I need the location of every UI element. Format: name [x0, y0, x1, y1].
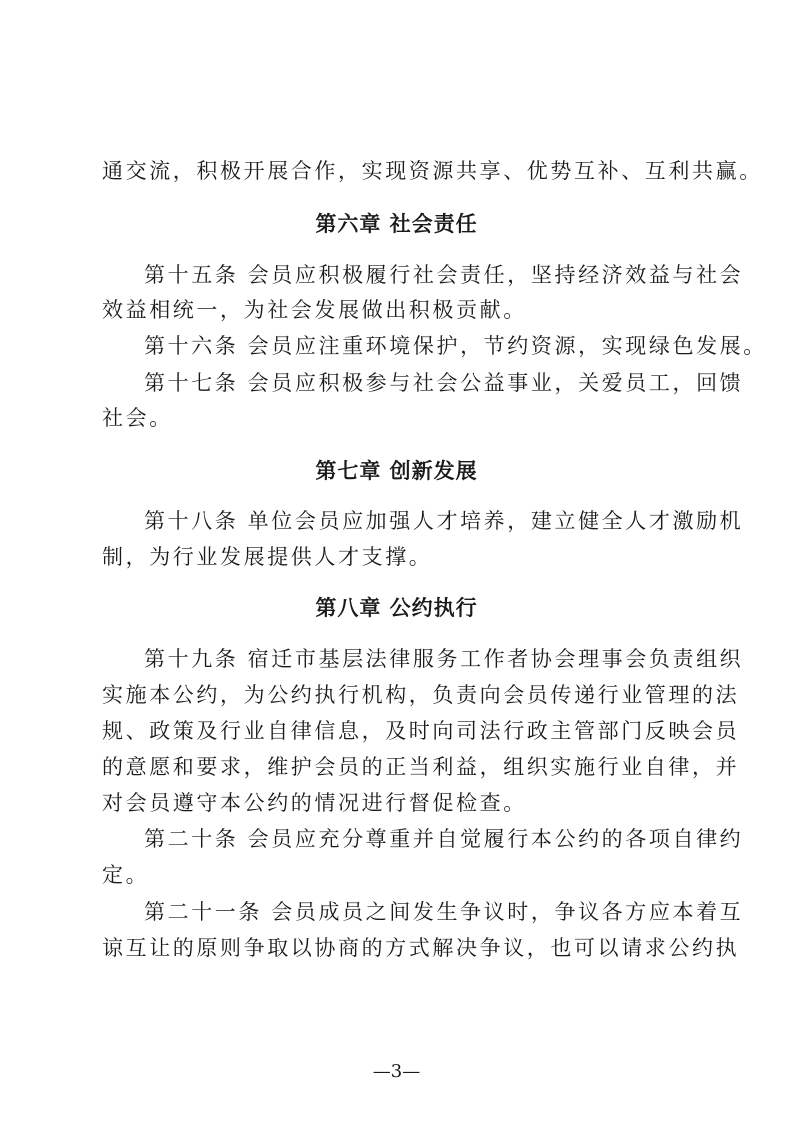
article-21-line-2: 谅互让的原则争取以协商的方式解决争议，也可以请求公约执: [102, 936, 740, 960]
article-20-line-2: 定。: [102, 863, 150, 887]
article-16-line-1: 第十六条 会员应注重环境保护，节约资源，实现绿色发展。: [144, 334, 767, 358]
chapter-6-heading: 第六章 社会责任: [315, 212, 478, 236]
article-19-line-2: 实施本公约，为公约执行机构，负责向会员传递行业管理的法: [102, 683, 740, 707]
article-19-line-4: 的意愿和要求，维护会员的正当利益，组织实施行业自律，并: [102, 755, 740, 779]
article-15-line-2: 效益相统一，为社会发展做出积极贡献。: [102, 298, 527, 322]
article-20-line-1: 第二十条 会员应充分尊重并自觉履行本公约的各项自律约: [144, 827, 744, 851]
article-18-line-1: 第十八条 单位会员应加强人才培养，建立健全人才激励机: [144, 509, 744, 533]
article-19-line-1: 第十九条 宿迁市基层法律服务工作者协会理事会负责组织: [144, 647, 744, 671]
intro-line: 通交流，积极开展合作，实现资源共享、优势互补、互利共赢。: [102, 159, 763, 183]
article-15-line-1: 第十五条 会员应积极履行社会责任，坚持经济效益与社会: [144, 263, 744, 287]
article-17-line-1: 第十七条 会员应积极参与社会公益事业，关爱员工，回馈: [144, 371, 744, 395]
article-19-line-5: 对会员遵守本公约的情况进行督促检查。: [102, 791, 527, 815]
article-18-line-2: 制，为行业发展提供人才支撑。: [102, 545, 433, 569]
article-21-line-1: 第二十一条 会员成员之间发生争议时，争议各方应本着互: [144, 900, 744, 924]
chapter-7-heading: 第七章 创新发展: [315, 459, 478, 483]
article-19-line-3: 规、政策及行业自律信息，及时向司法行政主管部门反映会员: [102, 719, 740, 743]
article-17-line-2: 社会。: [102, 406, 173, 430]
page-number: —3—: [372, 1061, 421, 1082]
chapter-8-heading: 第八章 公约执行: [315, 596, 478, 620]
